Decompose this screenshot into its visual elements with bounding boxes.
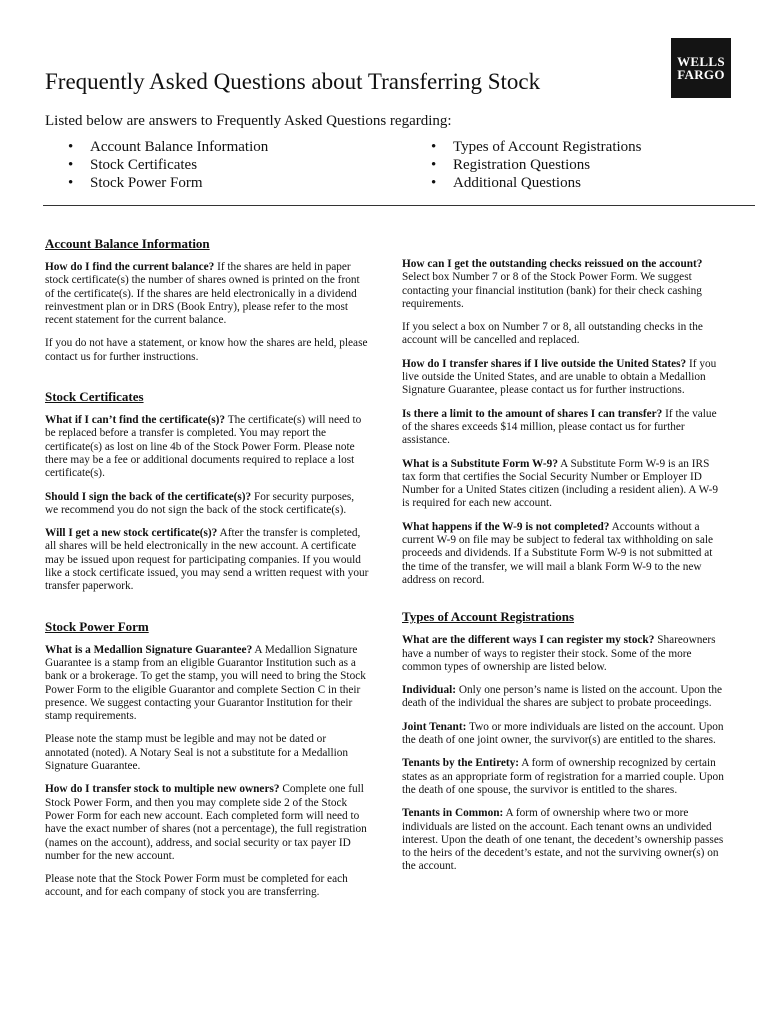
faq-answer: Shareowners have a number of ways to register their stock. Some of the more common types of ownership are listed below. [402,634,716,673]
faq-question: What if I can’t find the certificate(s)? [45,414,226,427]
faq-answer: The certificate(s) will need to be replaced before a transfer is completed. You may report the certificate(s) as lost on line 4b of the Stock Power Form. Please note there may be a fee or additional documents required to replace a lost certificate(s). [45,414,362,480]
faq-answer: Complete one full Stock Power Form, and then you may complete side 2 of the Stock Power Form for each new account. Each completed form will need to have the exact number of shares (not a percentage), the full registration (names on the account), address, and social security or tax payer ID number for the new account. [45,783,367,862]
topic-item: • Stock Power Form [68,174,268,192]
topic-list-left [68,138,268,192]
logo-line-1: WELLS [677,54,725,69]
faq-item [45,414,370,480]
faq-answer: If the value of the shares exceeds $14 million, please contact us for further assistance. [402,407,717,447]
wells-fargo-logo [671,38,731,98]
faq-question: How can I get the outstanding checks reissued on the account? [402,258,703,270]
faq-item [45,527,370,593]
faq-note: If you select a box on Number 7 or 8, all outstanding checks in the account will be cancelled and replaced. [402,321,703,347]
faq-question: What happens if the W-9 is not completed? [402,520,610,533]
faq-item [402,408,724,448]
faq-item [45,261,370,327]
faq-answer: A Medallion Signature Guarantee is a stamp from an eligible Guarantor Institution such as a bank or a brokerage. To get the stamp, you will need to bring the Stock Power Form to the eligible Guarantor and complete Section C in their presence. We suggest contacting your Guarantor Institution for their stamp requirements. [45,643,366,723]
topic-list-right [431,138,642,192]
faq-item [402,634,724,674]
registration-definition: Only one person’s name is listed on the account. Upon the death of the individual the shares are subject to probate proceedings. [402,684,723,710]
faq-answer: For security purposes, we recommend you do not sign the back of the stock certificate(s). [45,490,355,516]
faq-item [45,783,370,863]
topic-item: • Additional Questions [431,174,642,192]
registration-term: Joint Tenant: [402,720,467,733]
faq-question: Will I get a new stock certificate(s)? [45,527,218,540]
faq-answer: After the transfer is completed, all shares will be held electronically in the new account. A certificate may be issued upon request for participating companies. If you would like a stock certificate issued, you may send a written request with your transfer paperwork. [45,527,369,593]
section-divider [43,205,755,206]
registration-type [402,684,724,711]
faq-question: How do I transfer stock to multiple new owners? [45,783,280,796]
faq-question: How do I find the current balance? [45,261,215,273]
registration-type [402,807,724,873]
topic-item: • Registration Questions [431,156,642,174]
section-heading-account-registrations: Types of Account Registrations [402,609,575,625]
faq-answer: A Substitute Form W-9 is an IRS tax form that certifies the Social Security Number or Employer ID Number for a United States citizen (including a resident alien). A W-9 is required for each new account. [402,457,719,510]
logo-line-2: FARGO [677,67,725,82]
faq-question: How do I transfer shares if I live outside the United States? [402,357,687,370]
faq-question: Is there a limit to the amount of shares I can transfer? [402,407,663,420]
section-heading-stock-power-form: Stock Power Form [45,618,149,634]
faq-item [45,644,370,724]
registration-definition: Two or more individuals are listed on the account. Upon the death of one joint owner, the survivor(s) are entitled to the shares. [402,720,724,747]
page-title: Frequently Asked Questions about Transferring Stock [45,69,541,94]
left-column [45,236,370,910]
faq-answer: Accounts without a current W-9 on file may be subject to federal tax withholding on sale proceeds and dividends. If a Substitute Form W-9 is not submitted at the time of the transfer, we will mail a blank Form W-9 to the new address on record. [402,520,713,586]
section-heading-stock-certificates: Stock Certificates [45,389,144,405]
faq-note: Please note that the Stock Power Form must be completed for each account, and for each company of stock you are transferring. [45,873,348,899]
faq-question: What is a Substitute Form W-9? [402,457,558,470]
faq-question: Should I sign the back of the certificate(s)? [45,490,252,503]
registration-type [402,721,724,748]
faq-item [45,491,370,518]
right-column [402,258,724,884]
faq-item [402,521,724,587]
intro-text: Listed below are answers to Frequently Asked Questions regarding: [45,113,452,129]
registration-type [402,757,724,797]
faq-item [402,458,724,511]
registration-definition: A form of ownership recognized by certain states as an appropriate form of registration for a married couple. Upon the death of one spouse, the survivor is entitled to the shares. [402,757,724,796]
topic-item: • Stock Certificates [68,156,268,174]
section-heading-account-balance: Account Balance Information [45,236,210,251]
faq-note: Please note the stamp must be legible and may not be dated or annotated (noted). A Notary Seal is not a substitute for a Medallion Signature Guarantee. [45,733,349,773]
registration-term: Tenants by the Entirety: [402,757,520,770]
faq-answer: If you live outside the United States, and are unable to obtain a Medallion Signature Guarantee, please contact us for further instructions. [402,357,717,397]
faq-question: What is a Medallion Signature Guarantee? [45,643,253,656]
faq-question: What are the different ways I can register my stock? [402,634,655,647]
registration-definition: A form of ownership where two or more individuals are listed on the account. Each tenant owns an undivided interest. Upon the death of one tenant, the decedent’s ownership passes to the heirs of the decedent’s estate, and not the surviving owner(s) on the account. [402,807,724,873]
faq-note: If you do not have a statement, or know how the shares are held, please contact us for further instructions. [45,337,368,363]
faq-item [402,258,724,311]
faq-answer: If the shares are held in paper stock certificate(s) the number of shares owned is printed on the front of the certificate(s). If the shares are held electronically in a dividend reinvestment plan or in DRS (Book Entry), please refer to the most recent statement for the current balance. [45,261,360,327]
faq-item [402,358,724,398]
faq-answer: Select box Number 7 or 8 of the Stock Power Form. We suggest contacting your financial institution (bank) for their check cashing requirements. [402,271,702,310]
topic-item: • Types of Account Registrations [431,138,642,156]
registration-term: Tenants in Common: [402,807,504,820]
registration-term: Individual: [402,684,457,697]
topic-item: • Account Balance Information [68,138,268,156]
